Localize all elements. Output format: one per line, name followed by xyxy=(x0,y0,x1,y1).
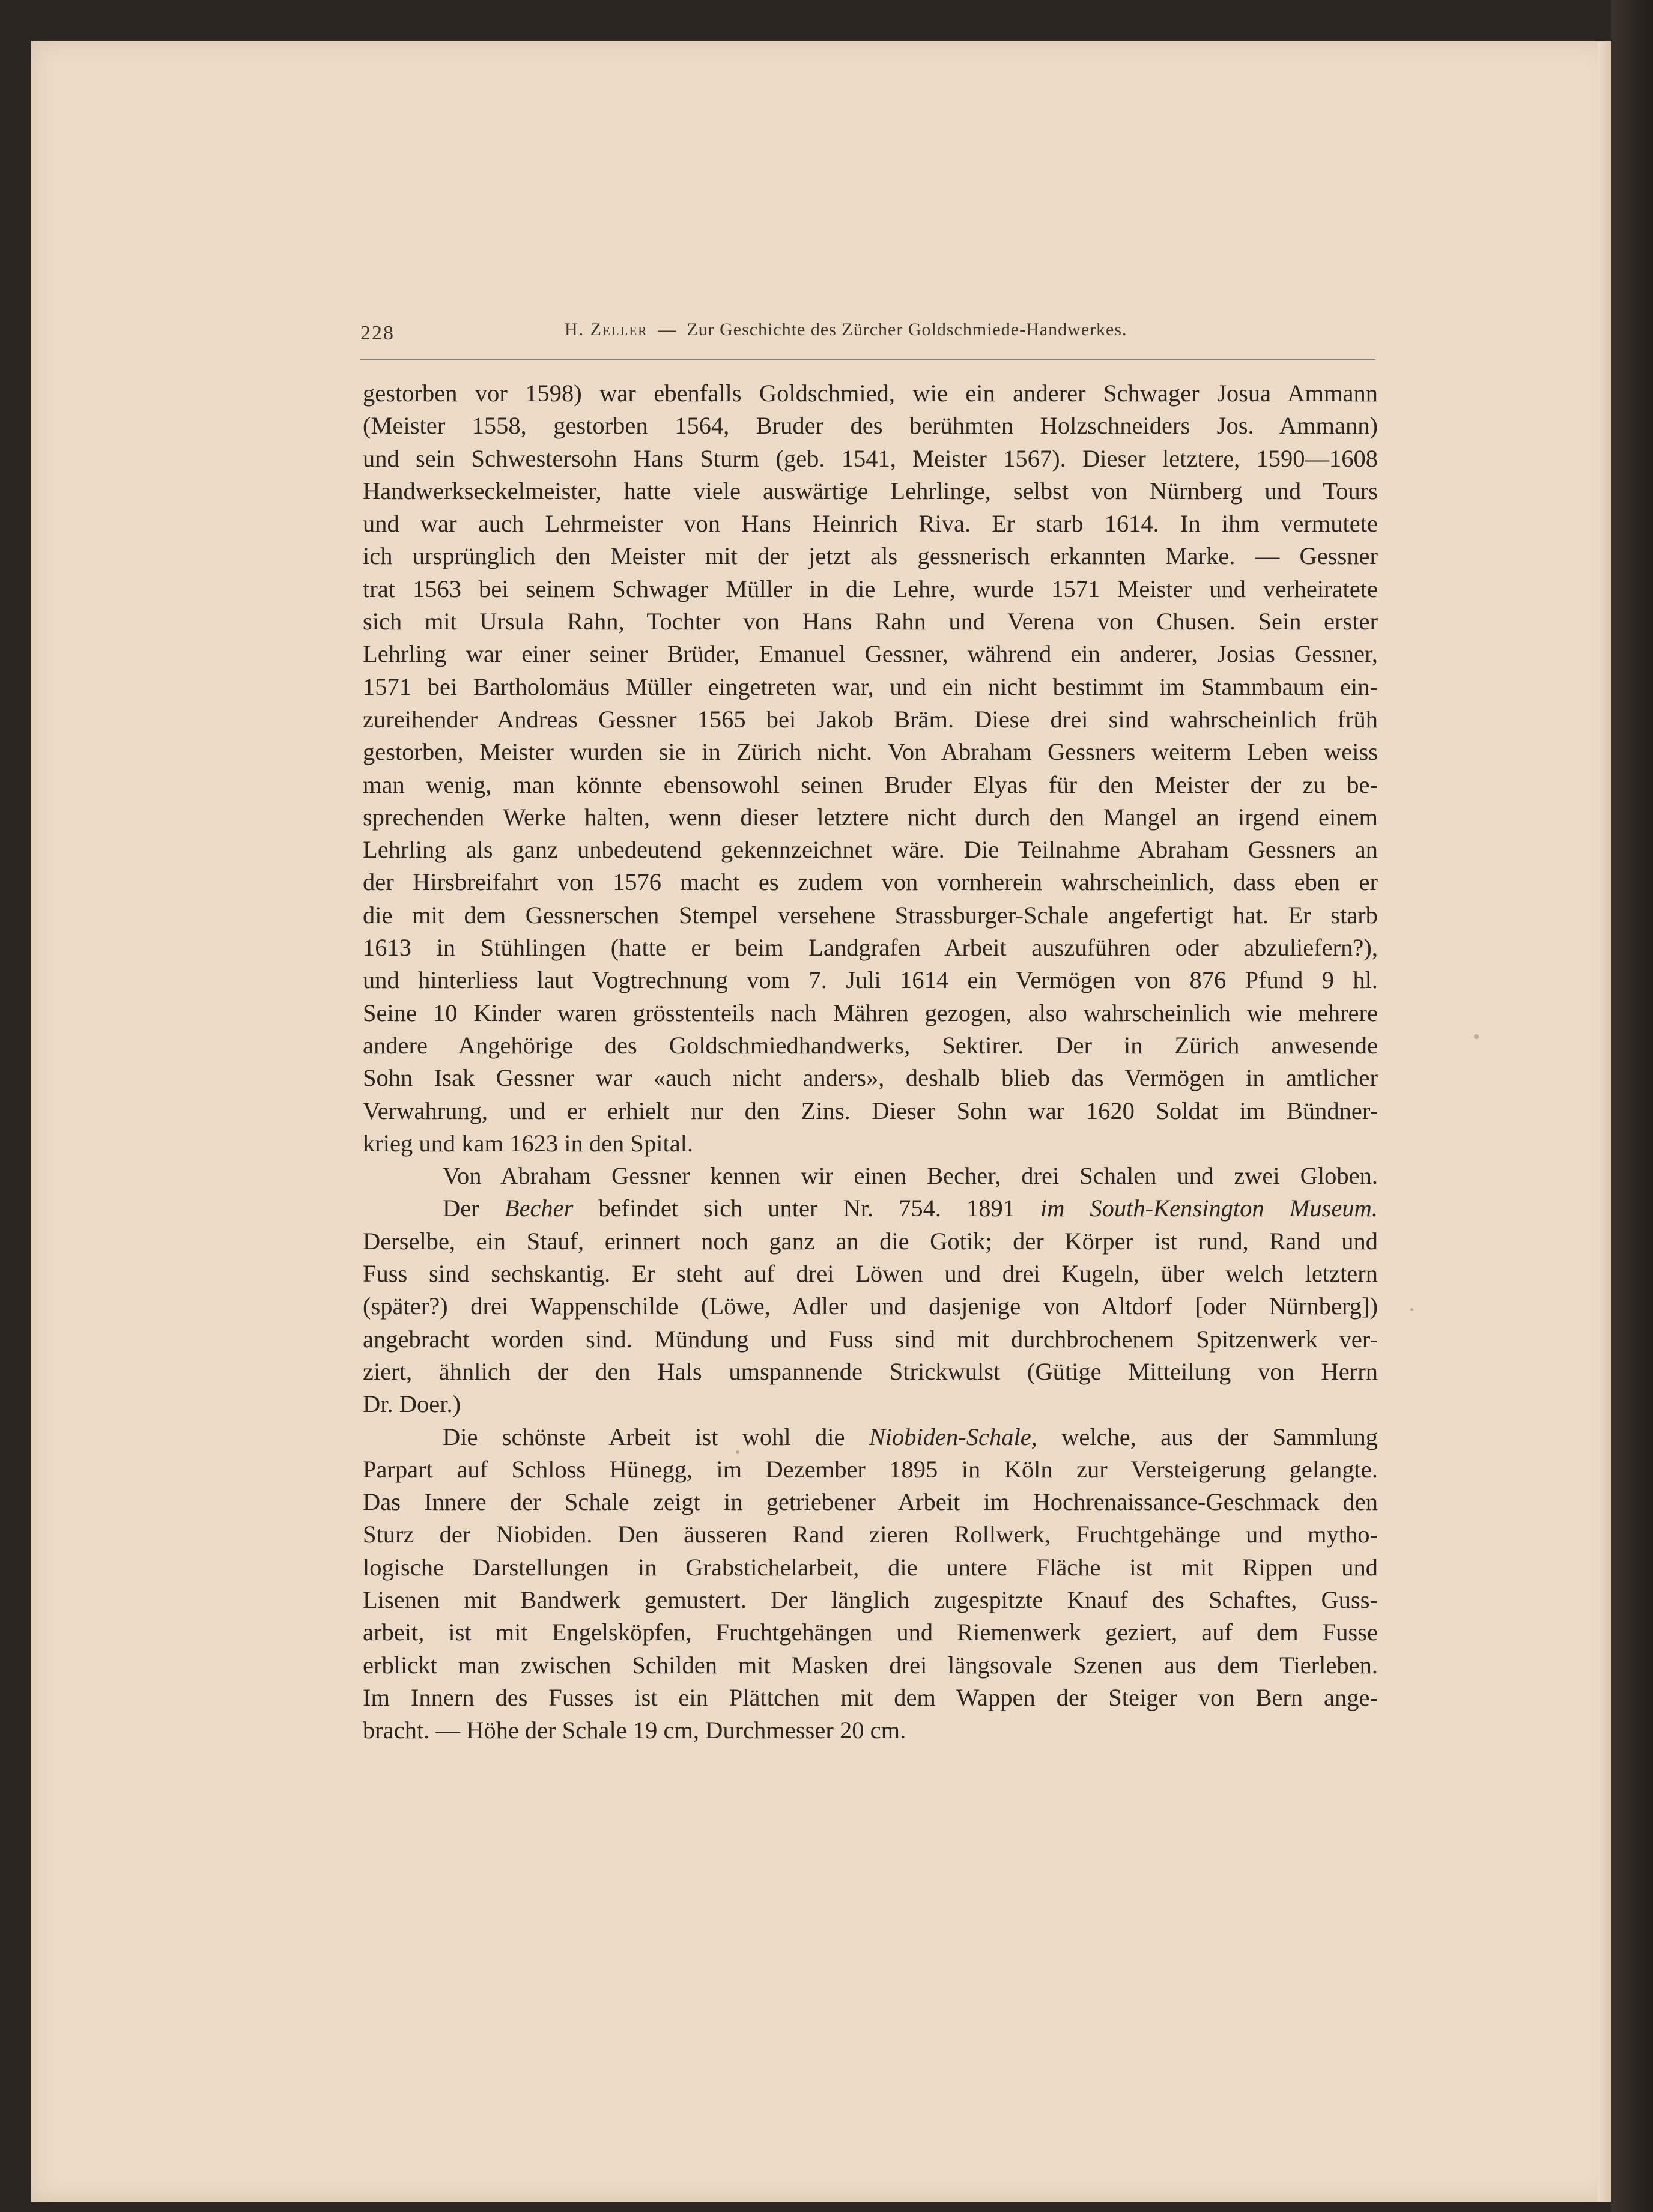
text-line: Lehrling als ganz unbedeutend gekennzeichnet wäre. Die Teilnahme Abraham Gessners an xyxy=(363,836,1378,864)
text-line: Sturz der Niobiden. Den äusseren Rand zieren Rollwerk, Fruchtgehänge und mytho- xyxy=(363,1521,1378,1548)
becher-line xyxy=(363,1192,1378,1225)
text-line: und hinterliess laut Vogtrechnung vom 7. Juli 1614 ein Vermögen von 876 Pfund 9 hl. xyxy=(363,966,1378,994)
niobiden-suffix: welche, aus der Sammlung xyxy=(1061,1423,1379,1450)
header-separator: — xyxy=(658,320,677,339)
text-line: Im Innern des Fusses ist ein Plättchen mit dem Wappen der Steiger von Bern ange- xyxy=(363,1683,1378,1711)
body-text xyxy=(363,377,1378,1747)
text-line: gestorben vor 1598) war ebenfalls Goldschmied, wie ein anderer Schwager Josua Ammann xyxy=(363,380,1378,407)
niobiden-line xyxy=(363,1421,1378,1453)
text-line: der Hirsbreifahrt von 1576 macht es zudem von vornherein wahrscheinlich, dass eben er xyxy=(363,868,1378,896)
text-line: ich ursprünglich den Meister mit der jetzt als gessnerisch erkannten Marke. — Gessner xyxy=(363,542,1378,570)
text-line: arbeit, ist mit Engelsköpfen, Fruchtgehängen und Riemenwerk geziert, auf dem Fusse xyxy=(363,1619,1378,1646)
text-line: Von Abraham Gessner kennen wir einen Becher, drei Schalen und zwei Globen. xyxy=(443,1162,1378,1190)
page-number: 228 xyxy=(360,322,395,344)
text-line: 1571 bei Bartholomäus Müller eingetreten war, und ein nicht bestimmt im Stammbaum ein- xyxy=(363,673,1378,700)
niobiden-prefix: Die schönste Arbeit ist wohl die xyxy=(443,1423,845,1450)
text-line: trat 1563 bei seinem Schwager Müller in die Lehre, wurde 1571 Meister und verheiratete xyxy=(363,575,1378,602)
text-line: krieg und kam 1623 in den Spital. xyxy=(363,1129,694,1157)
text-line: man wenig, man könnte ebensowohl seinen Bruder Elyas für den Meister der zu be- xyxy=(363,771,1378,798)
text-line: Verwahrung, und er erhielt nur den Zins. Dieser Sohn war 1620 Soldat im Bündner- xyxy=(363,1097,1378,1124)
text-line: Derselbe, ein Stauf, erinnert noch ganz an die Gotik; der Körper ist rund, Rand und xyxy=(363,1227,1378,1255)
becher-prefix: Der xyxy=(443,1195,479,1222)
paper-speck xyxy=(1410,1308,1413,1311)
text-line: Lehrling war einer seiner Brüder, Emanuel Gessner, während ein anderer, Josias Gessner, xyxy=(363,640,1378,668)
text-line: gestorben, Meister wurden sie in Zürich nicht. Von Abraham Gessners weiterm Leben weiss xyxy=(363,738,1378,766)
museum-italic: im South-Kensington Museum. xyxy=(1040,1195,1378,1222)
text-line: logische Darstellungen in Grabstichelarbeit, die untere Fläche ist mit Rippen und xyxy=(363,1553,1378,1581)
text-line: ziert, ähnlich der den Hals umspannende Strickwulst (Gütige Mitteilung von Herrn xyxy=(363,1357,1378,1385)
book-spine-edge xyxy=(1611,0,1653,2212)
running-header xyxy=(360,317,1375,353)
text-line: sich mit Ursula Rahn, Tochter von Hans Rahn und Verena von Chusen. Sein erster xyxy=(363,608,1378,635)
text-line: (Meister 1558, gestorben 1564, Bruder des berühmten Holzschneiders Jos. Ammann) xyxy=(363,412,1378,440)
text-line: und sein Schwestersohn Hans Sturm (geb. 1541, Meister 1567). Dieser letztere, 1590—1608 xyxy=(363,444,1378,472)
text-line: Fuss sind sechskantig. Er steht auf drei Löwen und drei Kugeln, über welch letztern xyxy=(363,1260,1378,1288)
text-line: Parpart auf Schloss Hünegg, im Dezember 1895 in Köln zur Versteigerung gelangte. xyxy=(363,1455,1378,1483)
text-line: und war auch Lehrmeister von Hans Heinrich Riva. Er starb 1614. In ihm vermutete xyxy=(363,510,1378,538)
running-title xyxy=(565,320,1127,340)
becher-middle: befindet sich unter Nr. 754. 1891 xyxy=(598,1195,1015,1222)
becher-italic: Becher xyxy=(504,1195,574,1222)
header-rule xyxy=(360,359,1375,360)
text-line: sprechenden Werke halten, wenn dieser letztere nicht durch den Mangel an irgend einem xyxy=(363,803,1378,831)
text-line: erblickt man zwischen Schilden mit Masken drei längsovale Szenen aus dem Tierleben. xyxy=(363,1651,1378,1679)
header-title: Zur Geschichte des Zürcher Goldschmiede-Handwerkes. xyxy=(687,320,1127,339)
text-line: Handwerkseckelmeister, hatte viele auswärtige Lehrlinge, selbst von Nürnberg und Tours xyxy=(363,477,1378,505)
paper-speck xyxy=(736,1450,739,1454)
paper-speck xyxy=(1474,1034,1479,1039)
text-line: (später?) drei Wappenschilde (Löwe, Adler und dasjenige von Altdorf [oder Nürnberg]) xyxy=(363,1292,1378,1320)
header-author: H. Zeller xyxy=(565,320,648,339)
text-line: Das Innere der Schale zeigt in getriebener Arbeit im Hochrenaissance-Geschmack den xyxy=(363,1488,1378,1516)
text-line: angebracht worden sind. Mündung und Fuss sind mit durchbrochenem Spitzenwerk ver- xyxy=(363,1325,1378,1353)
text-line: Dr. Doer.) xyxy=(363,1390,461,1418)
text-line: andere Angehörige des Goldschmiedhandwerks, Sektirer. Der in Zürich anwesende xyxy=(363,1031,1378,1059)
text-line: die mit dem Gessnerschen Stempel versehene Strassburger-Schale angefertigt hat. Er starb xyxy=(363,901,1378,929)
text-line: 1613 in Stühlingen (hatte er beim Landgrafen Arbeit auszuführen oder abzuliefern?), xyxy=(363,934,1378,962)
page-edge xyxy=(1598,42,1611,2202)
text-line: Lisenen mit Bandwerk gemustert. Der länglich zugespitzte Knauf des Schaftes, Guss- xyxy=(363,1586,1378,1613)
text-line: Sohn Isak Gessner war «auch nicht anders», deshalb blieb das Vermögen in amtlicher xyxy=(363,1064,1378,1092)
text-line: zureihender Andreas Gessner 1565 bei Jakob Bräm. Diese drei sind wahrscheinlich früh xyxy=(363,705,1378,733)
text-line: bracht. — Höhe der Schale 19 cm, Durchmesser 20 cm. xyxy=(363,1717,906,1744)
niobiden-italic: Niobiden-Schale, xyxy=(869,1423,1037,1450)
text-line: Seine 10 Kinder waren grösstenteils nach Mähren gezogen, also wahrscheinlich wie mehrere xyxy=(363,999,1378,1026)
